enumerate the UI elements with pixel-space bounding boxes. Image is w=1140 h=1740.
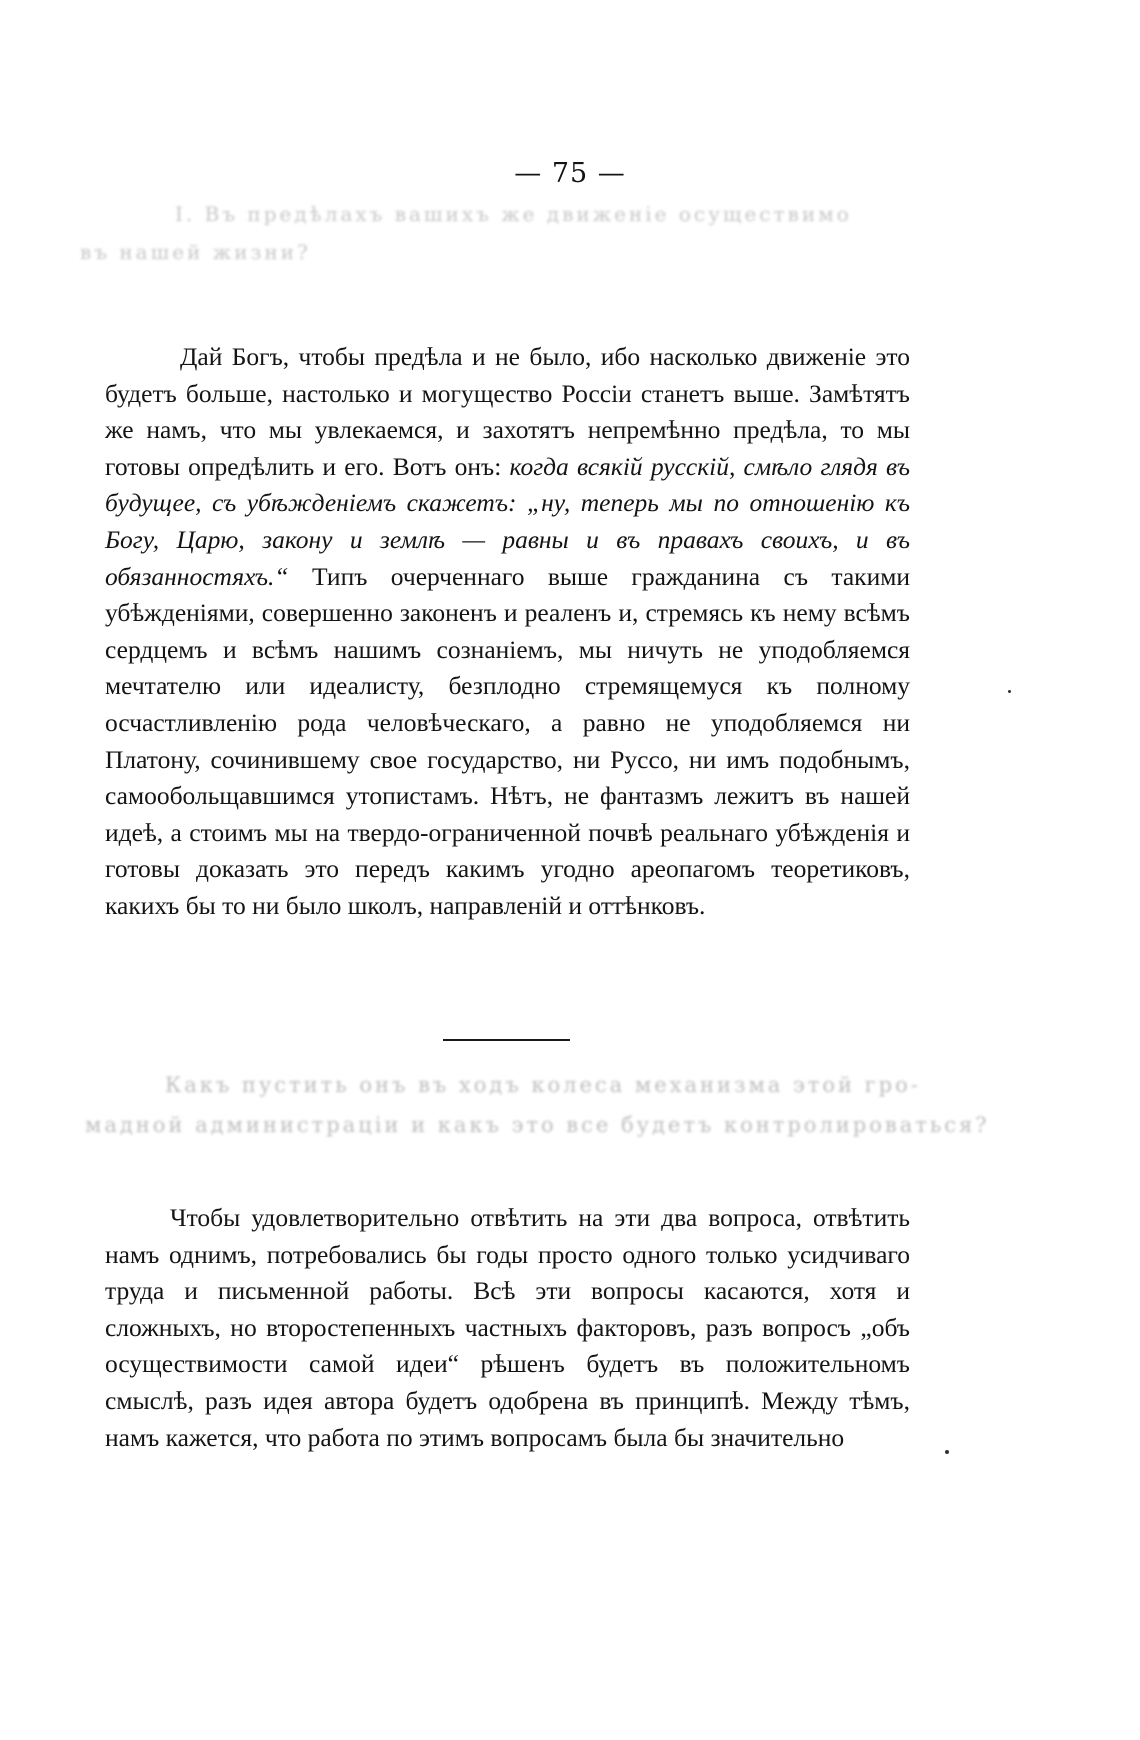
body-paragraph-1 [105, 339, 910, 925]
paragraph-1-italic-quote: когда всякій русскій, смѣло глядя въ будущее, съ убѣжденіемъ скажетъ: „ну, теперь мы по отношенію къ Богу, Царю, закону и землѣ — равны и въ правахъ своихъ, и въ обязанностяхъ.“ [105, 451, 910, 591]
paper-speck [945, 1450, 949, 1454]
faded-line-1: І. Въ предѣлахъ вашихъ же движеніе осуществимо [175, 202, 852, 226]
faded-mid-line-2: мадной администраціи и какъ это все будетъ контролироваться? [85, 1113, 990, 1137]
paragraph-1-text-start: Дай Богъ, чтобы предѣла и не было, ибо насколько движеніе это будетъ больше, настолько и могущество Россіи станетъ выше. Замѣтятъ же намъ, что мы увлекаемся, и захотятъ непремѣнно предѣла, то мы готовы опредѣлить и его. Вотъ онъ: [105, 342, 910, 481]
section-divider [443, 1039, 570, 1041]
faded-bleedthrough-text-middle [85, 1065, 1015, 1145]
body-paragraph-2 [105, 1200, 910, 1456]
paper-speck [1008, 690, 1011, 693]
paragraph-1-text-end: Типъ очерченнаго выше гражданина съ такими убѣжденіями, совершенно законенъ и реаленъ и, стремясь къ нему всѣмъ сердцемъ и всѣмъ нашимъ сознаніемъ, мы ничуть не уподобляемся мечтателю или идеалисту, безплодно стремящемуся къ полному осчастливленію рода человѣческаго, а равно не уподобляемся ни Платону, сочинившему свое государство, ни Руссо, ни имъ подобнымъ, самообольщавшимся утопистамъ. Нѣтъ, не фантазмъ лежитъ въ нашей идеѣ, а стоимъ мы на твердо-ограниченной почвѣ реальнаго убѣжденія и готовы доказать это передъ какимъ угодно ареопагомъ теоретиковъ, какихъ бы то ни было школъ, направленій и оттѣнковъ. [105, 561, 910, 920]
faded-bleedthrough-text-top [80, 195, 1010, 271]
faded-mid-line-1: Какъ пустить онъ въ ходъ колеса механизма этой гро- [165, 1073, 921, 1097]
faded-line-2: въ нашей жизни? [80, 240, 311, 264]
paragraph-2-text: Чтобы удовлетворительно отвѣтить на эти два вопроса, отвѣтить намъ однимъ, потребовались бы годы просто одного только усидчиваго труда и письменной работы. Всѣ эти вопросы касаются, хотя и сложныхъ, но второстепенныхъ частныхъ факторовъ, разъ вопросъ „объ осуществимости самой идеи“ рѣшенъ будетъ въ положительномъ смыслѣ, разъ идея автора будетъ одобрена въ принципѣ. Между тѣмъ, намъ кажется, что работа по этимъ вопросамъ была бы значительно [105, 1203, 910, 1452]
page-number: — 75 — [514, 158, 626, 189]
